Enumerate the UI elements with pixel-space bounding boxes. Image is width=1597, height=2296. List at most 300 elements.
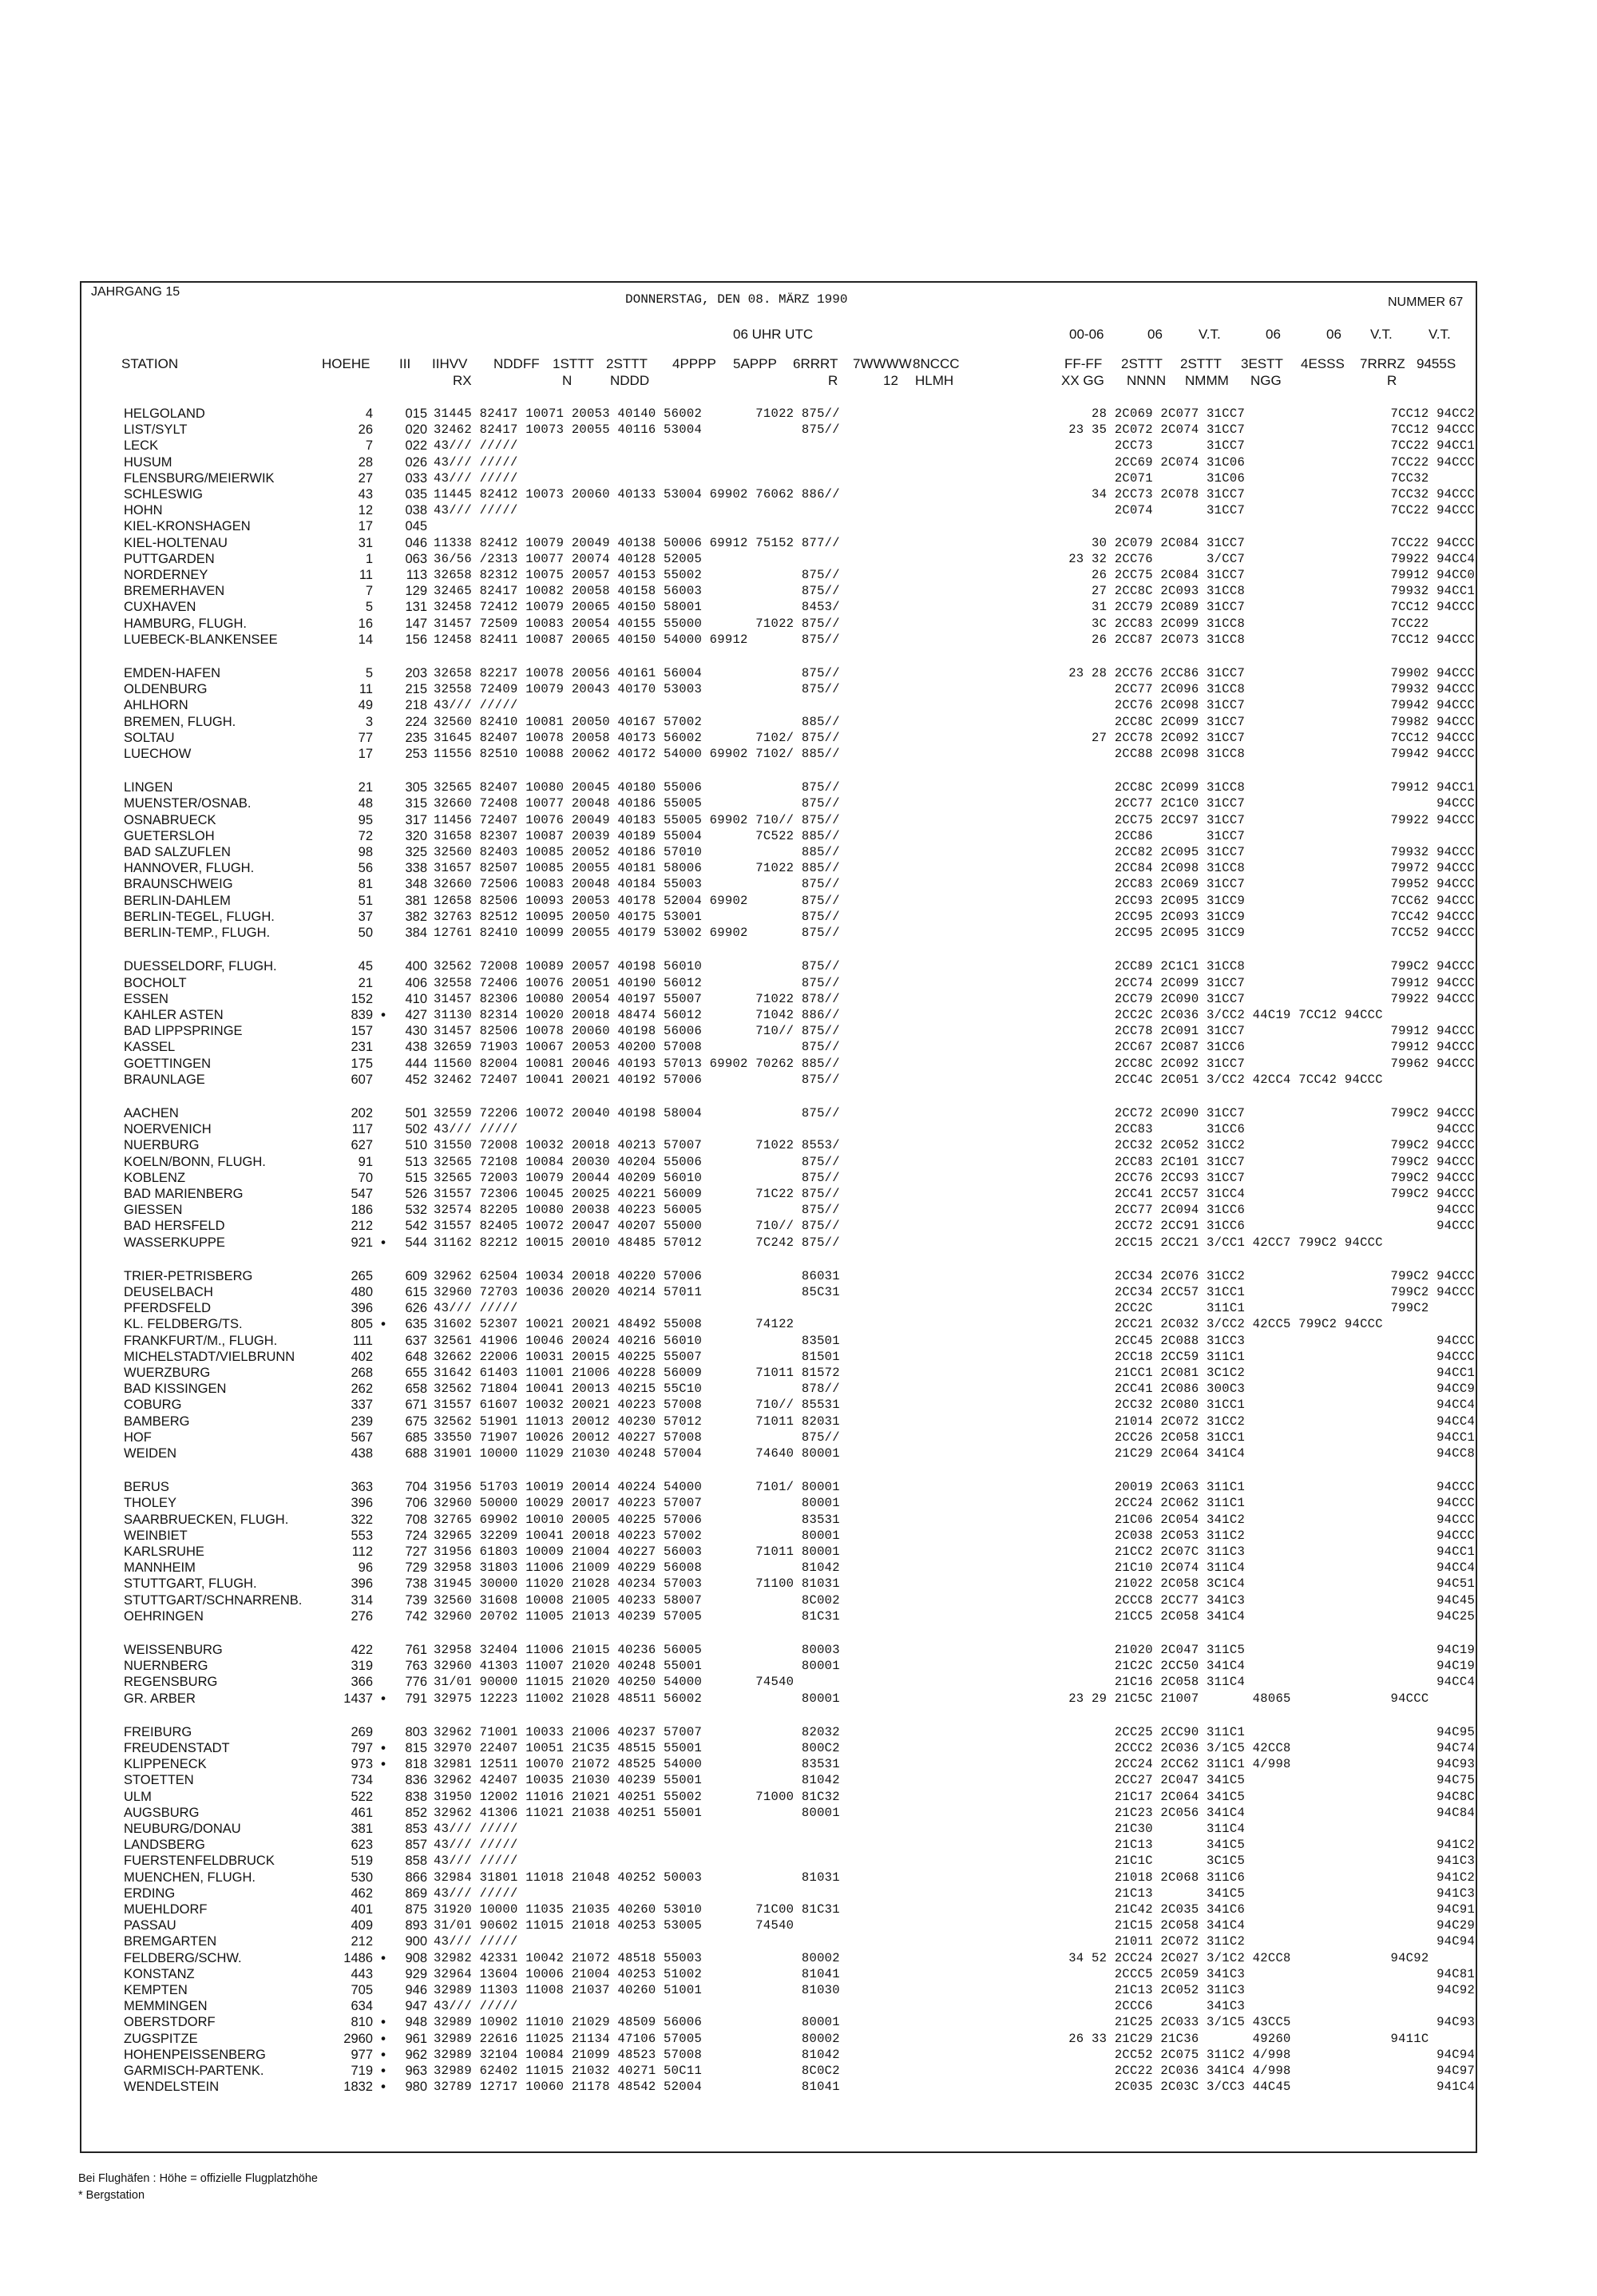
col-4: 2STTT: [606, 356, 648, 371]
table-row: [124, 1186, 1475, 1202]
station-number: 635: [405, 1317, 427, 1332]
synop-code: 32989 10902 11010 21029 48509 56006 80001: [434, 2015, 840, 2030]
mountain-marker: [373, 1397, 394, 1413]
station-height: 1: [365, 551, 373, 566]
synop-code-extra: 23 29 21C5C 21007 48065 94CCC: [1015, 1691, 1429, 1706]
table-row: [124, 1805, 1475, 1821]
table-row: [124, 470, 1475, 486]
station-height: 396: [351, 1496, 373, 1511]
station-height: 973: [351, 1757, 373, 1772]
station-height: 21: [358, 780, 373, 795]
station-height: 409: [351, 1918, 373, 1933]
synop-code-extra: 2CC77 2C1C0 31CC7 94CCC: [1015, 796, 1476, 811]
synop-code-extra: 2CC24 2C062 311C1 94CCC: [1015, 1496, 1476, 1511]
station-number: 929: [405, 1966, 427, 1981]
synop-code: 32660 72506 10083 20048 40184 55003 875//: [434, 877, 840, 892]
station-height: 17: [358, 747, 373, 762]
station-name: LECK: [124, 438, 159, 454]
col-right-1: FF-FF: [1064, 356, 1103, 371]
station-name: HUSUM: [124, 454, 172, 470]
table-row: [124, 1056, 1475, 1072]
station-name: FUERSTENFELDBRUCK: [124, 1854, 275, 1869]
station-height: 95: [358, 812, 373, 827]
synop-code: 11338 82412 10079 20049 40138 50006 69912 75152 877//: [434, 535, 840, 550]
synop-code-extra: 2CC34 2C076 31CC2 799C2 94CCC: [1015, 1268, 1476, 1283]
synop-code-extra: 3C 2CC83 2C099 31CC8 7CC22: [1015, 616, 1429, 631]
station-height: 7: [365, 584, 373, 599]
station-number: 045: [405, 519, 427, 534]
synop-code: 31550 72008 10032 20018 40213 57007 71022 8553/: [434, 1138, 840, 1153]
col-8: 7WWWW: [853, 356, 912, 371]
time-right-1: 00-06: [1069, 327, 1104, 342]
station-height: 547: [351, 1186, 373, 1201]
mountain-marker: [373, 1933, 394, 1949]
station-name: BERLIN-DAHLEM: [124, 893, 231, 908]
synop-code-extra: 2CC27 2C047 341C5 94C75: [1015, 1773, 1476, 1788]
mountain-marker: [373, 1658, 394, 1674]
col-right-sub-5: R: [1387, 373, 1397, 388]
synop-code: 32565 82407 10080 20045 40180 55006 875//: [434, 780, 840, 795]
station-number: 532: [405, 1203, 427, 1218]
mountain-marker: [373, 1512, 394, 1528]
table-row: [124, 1170, 1475, 1186]
table-row: [124, 486, 1475, 502]
synop-code: 11456 72407 10076 20049 40183 55005 69902 710// 875//: [434, 812, 840, 827]
station-height: 480: [351, 1284, 373, 1299]
table-row: [124, 1268, 1475, 1284]
station-name: MICHELSTADT/VIELBRUNN: [124, 1349, 295, 1364]
table-row: [124, 795, 1475, 811]
station-height: 314: [351, 1592, 373, 1608]
table-row: [124, 551, 1475, 567]
table-row: [124, 1642, 1475, 1658]
mountain-marker: [373, 1544, 394, 1560]
synop-code-extra: 2CCC5 2C059 341C3 94C81: [1015, 1966, 1476, 1981]
table-row: [124, 1576, 1475, 1592]
station-height: 607: [351, 1072, 373, 1087]
synop-code: 32958 32404 11006 21015 40236 56005 80003: [434, 1643, 840, 1658]
station-height: 567: [351, 1430, 373, 1445]
table-row: [124, 779, 1475, 795]
station-number: 020: [405, 422, 427, 438]
station-number: 658: [405, 1382, 427, 1397]
table-row: [124, 1349, 1475, 1365]
table-row: [124, 1479, 1475, 1495]
table-row: [124, 1414, 1475, 1430]
station-height: 48: [358, 796, 373, 811]
synop-code-extra: 21C25 2C033 3/1C5 43CC5 94C93: [1015, 2015, 1476, 2030]
station-number: 035: [405, 487, 427, 502]
mountain-marker: [373, 1642, 394, 1658]
station-height: 28: [358, 454, 373, 470]
station-number: 022: [405, 438, 427, 454]
synop-code-extra: 26 2CC87 2C073 31CC8 7CC12 94CCC: [1015, 632, 1476, 647]
synop-code: 32965 32209 10041 20018 40223 57002 80001: [434, 1528, 840, 1543]
synop-code-extra: 2CC8C 2C099 31CC7 79982 94CCC: [1015, 714, 1476, 729]
table-row: [124, 1740, 1475, 1756]
table-row: [124, 1154, 1475, 1170]
station-height: 5: [365, 600, 373, 615]
synop-code: 32960 20702 11005 21013 40239 57005 81C31: [434, 1608, 840, 1624]
col-iii: III: [399, 356, 411, 371]
synop-code-extra: 2CC84 2C098 31CC8 79972 94CCC: [1015, 861, 1476, 876]
synop-code: 32458 72412 10079 20065 40150 58001 8453/: [434, 600, 840, 615]
synop-code: 12458 82411 10087 20065 40150 54000 69912 875//: [434, 632, 840, 647]
station-name: STUTTGART, FLUGH.: [124, 1576, 257, 1592]
station-height: 5: [365, 666, 373, 681]
observation-table: [124, 406, 1475, 2096]
synop-code-extra: 34 52 2CC24 2C027 3/1C2 42CC8 94C92: [1015, 1950, 1429, 1965]
synop-code: 32560 82410 10081 20050 40167 57002 885//: [434, 714, 840, 729]
table-row: [124, 599, 1475, 615]
station-number: 338: [405, 861, 427, 876]
table-row: [124, 1397, 1475, 1413]
mountain-marker: •: [381, 2031, 386, 2046]
station-name: GARMISCH-PARTENK.: [124, 2064, 264, 2079]
station-number: 980: [405, 2080, 427, 2095]
station-number: 818: [405, 1757, 427, 1772]
table-row: [124, 1072, 1475, 1088]
station-height: 634: [351, 1999, 373, 2014]
synop-code-extra: 2CC26 2C058 31CC1 94CC1: [1015, 1430, 1476, 1445]
mountain-marker: [373, 893, 394, 909]
table-row: [124, 2014, 1475, 2030]
station-number: 348: [405, 877, 427, 892]
synop-code-extra: 2CC32 2C052 31CC2 799C2 94CCC: [1015, 1138, 1476, 1153]
synop-code: 32560 31608 10008 21005 40233 58007 8C002: [434, 1592, 840, 1608]
mountain-marker: [373, 795, 394, 811]
mountain-marker: [373, 1300, 394, 1316]
synop-code-extra: 34 2CC73 2C078 31CC7 7CC32 94CCC: [1015, 487, 1476, 502]
synop-code: 32462 72407 10041 20021 40192 57006 875//: [434, 1072, 840, 1087]
station-name: LIST/SYLT: [124, 422, 188, 438]
station-number: 526: [405, 1186, 427, 1201]
time-right-3: V.T.: [1199, 327, 1221, 342]
station-number: 381: [405, 893, 427, 908]
col-sub-rx: RX: [453, 373, 472, 388]
synop-code-extra: 2CC52 2C075 311C2 4/998 94C94: [1015, 2047, 1476, 2062]
station-number: 325: [405, 845, 427, 860]
mountain-marker: [373, 454, 394, 470]
station-name: NOERVENICH: [124, 1122, 212, 1137]
station-number: 729: [405, 1560, 427, 1576]
table-row: [124, 1316, 1475, 1332]
synop-code-extra: 30 2C079 2C084 31CC7 7CC22 94CCC: [1015, 535, 1476, 550]
footer-mountain-note: * Bergstation: [78, 2189, 145, 2202]
synop-code: 32970 22407 10051 21C35 48515 55001 800C2: [434, 1741, 840, 1756]
station-number: 147: [405, 616, 427, 631]
mountain-marker: [373, 860, 394, 876]
station-name: WEIDEN: [124, 1445, 176, 1461]
synop-code: 31901 10000 11029 21030 40248 57004 74640 80001: [434, 1445, 840, 1461]
synop-code: 33550 71907 10026 20012 40227 57008 875//: [434, 1430, 840, 1445]
station-number: 384: [405, 926, 427, 941]
station-name: REGENSBURG: [124, 1675, 218, 1690]
station-number: 515: [405, 1170, 427, 1185]
station-name: LUEBECK-BLANKENSEE: [124, 632, 278, 647]
synop-code-extra: 2CC75 2CC97 31CC7 79922 94CCC: [1015, 812, 1476, 827]
station-name: GIESSEN: [124, 1203, 183, 1218]
mountain-marker: [373, 502, 394, 518]
table-row: [124, 1674, 1475, 1690]
synop-code-extra: 23 32 2CC76 3/CC7 79922 94CC4: [1015, 551, 1476, 566]
station-number: 704: [405, 1480, 427, 1495]
col-right-7: 9455S: [1417, 356, 1456, 371]
mountain-marker: •: [381, 1757, 386, 1772]
station-height: 319: [351, 1659, 373, 1674]
synop-code-extra: 2CC8C 2C099 31CC8 79912 94CC1: [1015, 780, 1476, 795]
synop-code-extra: 2C038 2C053 311C2 94CCC: [1015, 1528, 1476, 1543]
station-name: SOLTAU: [124, 730, 175, 745]
table-row: [124, 616, 1475, 632]
station-number: 738: [405, 1576, 427, 1592]
station-height: 202: [351, 1105, 373, 1120]
mountain-marker: [373, 1137, 394, 1153]
station-number: 852: [405, 1805, 427, 1820]
station-height: 268: [351, 1365, 373, 1380]
mountain-marker: [373, 876, 394, 892]
station-number: 501: [405, 1105, 427, 1120]
synop-code-extra: 27 2CC8C 2C093 31CC8 79932 94CC1: [1015, 584, 1476, 599]
synop-code: 32962 42407 10035 21030 40239 55001 81042: [434, 1773, 840, 1788]
station-height: 111: [352, 1333, 373, 1348]
synop-code: 31457 82306 10080 20054 40197 55007 71022 878//: [434, 991, 840, 1006]
table-row: [124, 1121, 1475, 1137]
table-row: [124, 632, 1475, 648]
synop-code-extra: 2CC95 2C095 31CC9 7CC52 94CCC: [1015, 926, 1476, 941]
mountain-marker: [373, 1430, 394, 1445]
station-name: ZUGSPITZE: [124, 2031, 198, 2046]
station-number: 893: [405, 1918, 427, 1933]
group-gap: [124, 762, 1475, 779]
synop-code: 32559 72206 10072 20040 40198 58004 875//: [434, 1105, 840, 1120]
synop-code-extra: 2C071 31C06 7CC32: [1015, 470, 1429, 486]
table-row: [124, 1998, 1475, 2014]
synop-code: 31950 12002 11016 21021 40251 55002 71000 81C32: [434, 1789, 840, 1804]
group-gap: [124, 1461, 1475, 1479]
station-name: NUERNBERG: [124, 1659, 208, 1674]
synop-code: 31645 82407 10078 20058 40173 56002 7102/ 875//: [434, 730, 840, 745]
mountain-marker: [373, 1966, 394, 1982]
synop-code: 32981 12511 10070 21072 48525 54000 83531: [434, 1757, 840, 1772]
table-row: [124, 1950, 1475, 1966]
mountain-marker: [373, 665, 394, 681]
synop-code: 31557 72306 10045 20025 40221 56009 71C22 875//: [434, 1186, 840, 1201]
station-height: 553: [351, 1528, 373, 1543]
mountain-marker: [373, 583, 394, 599]
table-row: [124, 1756, 1475, 1772]
station-number: 763: [405, 1659, 427, 1674]
table-row: [124, 1837, 1475, 1853]
station-height: 1437: [343, 1691, 373, 1706]
station-name: MUEHLDORF: [124, 1902, 208, 1917]
mountain-marker: [373, 681, 394, 697]
station-number: 253: [405, 747, 427, 762]
table-row: [124, 583, 1475, 599]
table-row: [124, 1789, 1475, 1805]
table-row: [124, 422, 1475, 438]
station-name: AHLHORN: [124, 698, 188, 713]
station-number: 430: [405, 1024, 427, 1039]
nummer-label: NUMMER 67: [1388, 295, 1464, 309]
synop-code-extra: 2CC89 2C1C1 31CC8 799C2 94CCC: [1015, 959, 1476, 974]
synop-code: 32659 71903 10067 20053 40200 57008 875//: [434, 1040, 840, 1055]
station-height: 3: [365, 714, 373, 729]
synop-code-extra: 21C06 2C054 341C2 94CCC: [1015, 1512, 1476, 1527]
station-number: 400: [405, 959, 427, 974]
mountain-marker: [373, 1560, 394, 1576]
station-number: 761: [405, 1643, 427, 1658]
mountain-marker: [373, 714, 394, 730]
time-main: 06 UHR UTC: [733, 327, 814, 342]
synop-code-extra: 2CC15 2CC21 3/CC1 42CC7 799C2 94CCC: [1015, 1235, 1383, 1250]
synop-code-extra: 21CC2 2C07C 311C3 94CC1: [1015, 1545, 1476, 1559]
station-number: 026: [405, 454, 427, 470]
synop-code: 32560 82403 10085 20052 40186 57010 885//: [434, 845, 840, 860]
synop-code: 31557 82405 10072 20047 40207 55000 710// 875//: [434, 1219, 840, 1234]
station-height: 269: [351, 1724, 373, 1739]
synop-code: 11560 82004 10081 20046 40193 57013 69902 70262 885//: [434, 1056, 840, 1071]
table-row: [124, 1365, 1475, 1381]
station-height: 31: [358, 535, 373, 550]
station-height: 519: [351, 1854, 373, 1869]
station-number: 427: [405, 1007, 427, 1022]
station-name: WENDELSTEIN: [124, 2080, 220, 2095]
table-row: [124, 844, 1475, 860]
table-row: [124, 2031, 1475, 2047]
station-name: AUGSBURG: [124, 1805, 200, 1820]
station-height: 16: [358, 616, 373, 631]
synop-code-extra: 21CC1 2C081 3C1C2 94CC1: [1015, 1365, 1476, 1380]
synop-code-extra: 2CC2C 311C1 799C2: [1015, 1301, 1429, 1316]
table-row: [124, 1772, 1475, 1788]
synop-code-extra: 2CC76 2CC93 31CC7 799C2 94CCC: [1015, 1170, 1476, 1185]
station-height: 276: [351, 1608, 373, 1624]
synop-code-extra: 21C15 2C058 341C4 94C29: [1015, 1918, 1476, 1933]
time-right-6: V.T.: [1370, 327, 1393, 342]
col-7: 6RRRT: [793, 356, 838, 371]
station-name: SCHLESWIG: [124, 487, 204, 502]
synop-code: 32960 41303 11007 21020 40248 55001 80001: [434, 1659, 840, 1674]
station-number: 962: [405, 2047, 427, 2062]
synop-code-extra: 21C17 2C064 341C5 94C8C: [1015, 1789, 1476, 1804]
station-height: 56: [358, 861, 373, 876]
station-name: BAD MARIENBERG: [124, 1186, 244, 1201]
synop-code: 32989 11303 11008 21037 40260 51001 81030: [434, 1983, 840, 1998]
synop-code: 31956 61803 10009 21004 40227 56003 71011 80001: [434, 1545, 840, 1559]
station-name: HOHN: [124, 503, 163, 518]
station-name: HOF: [124, 1430, 152, 1445]
synop-code: 32989 62402 11015 21032 40271 50C11 8C0C2: [434, 2064, 840, 2079]
synop-code-extra: 2CC24 2CC62 311C1 4/998 94C93: [1015, 1757, 1476, 1772]
time-right-7: V.T.: [1429, 327, 1451, 342]
station-number: 615: [405, 1284, 427, 1299]
station-name: BOCHOLT: [124, 975, 187, 990]
mountain-marker: [373, 1365, 394, 1381]
synop-code: 31/01 90000 11015 21020 40250 54000 74540: [434, 1675, 795, 1690]
station-height: 810: [351, 2015, 373, 2030]
col-9: 8NCCC: [913, 356, 960, 371]
group-gap: [124, 1707, 1475, 1724]
synop-code: 31658 82307 10087 20039 40189 55004 7C522 885//: [434, 828, 840, 843]
table-row: [124, 1039, 1475, 1055]
station-number: 838: [405, 1789, 427, 1804]
station-name: AACHEN: [124, 1105, 179, 1120]
synop-code-extra: 2CCC2 2C036 3/1C5 42CC8 94C74: [1015, 1741, 1476, 1756]
station-number: 875: [405, 1902, 427, 1917]
synop-code: 32562 71804 10041 20013 40215 55C10 878//: [434, 1382, 840, 1397]
table-row: [124, 1724, 1475, 1740]
station-number: 948: [405, 2015, 427, 2030]
group-gap: [124, 648, 1475, 665]
synop-code-extra: 20019 2C063 311C1 94CCC: [1015, 1480, 1476, 1495]
station-height: 363: [351, 1480, 373, 1495]
table-row: [124, 1007, 1475, 1023]
col-1: IIHVV: [432, 356, 468, 371]
time-right-2: 06: [1147, 327, 1163, 342]
station-name: HOHENPEISSENBERG: [124, 2047, 266, 2062]
synop-code: 11556 82510 10088 20062 40172 54000 69902 7102/ 885//: [434, 747, 840, 762]
synop-code: 31956 51703 10019 20014 40224 54000 7101/ 80001: [434, 1480, 840, 1495]
synop-code-extra: 21014 2C072 31CC2 94CC4: [1015, 1414, 1476, 1429]
synop-code-extra: 2CC78 2C091 31CC7 79912 94CCC: [1015, 1024, 1476, 1039]
table-row: [124, 535, 1475, 551]
station-name: LUECHOW: [124, 747, 192, 762]
station-number: 510: [405, 1138, 427, 1153]
station-height: 112: [351, 1545, 373, 1559]
station-name: KIEL-KRONSHAGEN: [124, 519, 251, 534]
mountain-marker: [373, 1998, 394, 2014]
station-height: 239: [351, 1414, 373, 1429]
station-number: 706: [405, 1496, 427, 1511]
station-height: 17: [358, 519, 373, 534]
station-name: WUERZBURG: [124, 1365, 211, 1380]
col-right-sub-3: NMMM: [1185, 373, 1229, 388]
synop-code-extra: 2CC82 2C095 31CC7 79932 94CCC: [1015, 845, 1476, 860]
table-row: [124, 2079, 1475, 2095]
station-name: FLENSBURG/MEIERWIK: [124, 470, 275, 486]
col-sub-r: R: [828, 373, 838, 388]
mountain-marker: [373, 1805, 394, 1821]
mountain-marker: [373, 406, 394, 422]
synop-code: 32658 82217 10078 20056 40161 56004 875//: [434, 666, 840, 681]
station-height: 51: [358, 893, 373, 908]
station-name: BRAUNSCHWEIG: [124, 877, 233, 892]
table-row: [124, 1560, 1475, 1576]
table-row: [124, 828, 1475, 844]
station-height: 401: [351, 1902, 373, 1917]
station-number: 724: [405, 1528, 427, 1543]
mountain-marker: [373, 1821, 394, 1837]
table-row: [124, 567, 1475, 583]
table-row: [124, 406, 1475, 422]
table-row: [124, 893, 1475, 909]
table-row: [124, 454, 1475, 470]
station-height: 212: [351, 1934, 373, 1949]
station-name: MUENSTER/OSNAB.: [124, 796, 252, 811]
mountain-marker: [373, 1495, 394, 1511]
synop-code-extra: 28 2C069 2C077 31CC7 7CC12 94CC2: [1015, 406, 1476, 421]
col-5: 4PPPP: [672, 356, 716, 371]
synop-code: 31945 30000 11020 21028 40234 57003 71100 81031: [434, 1576, 840, 1592]
mountain-marker: [373, 991, 394, 1007]
station-number: 626: [405, 1301, 427, 1316]
group-gap: [124, 1088, 1475, 1105]
synop-code: 32561 41906 10046 20024 40216 56010 83501: [434, 1333, 840, 1348]
col-right-sub-2: NNNN: [1127, 373, 1167, 388]
station-height: 7: [365, 438, 373, 454]
mountain-marker: •: [381, 2064, 386, 2079]
